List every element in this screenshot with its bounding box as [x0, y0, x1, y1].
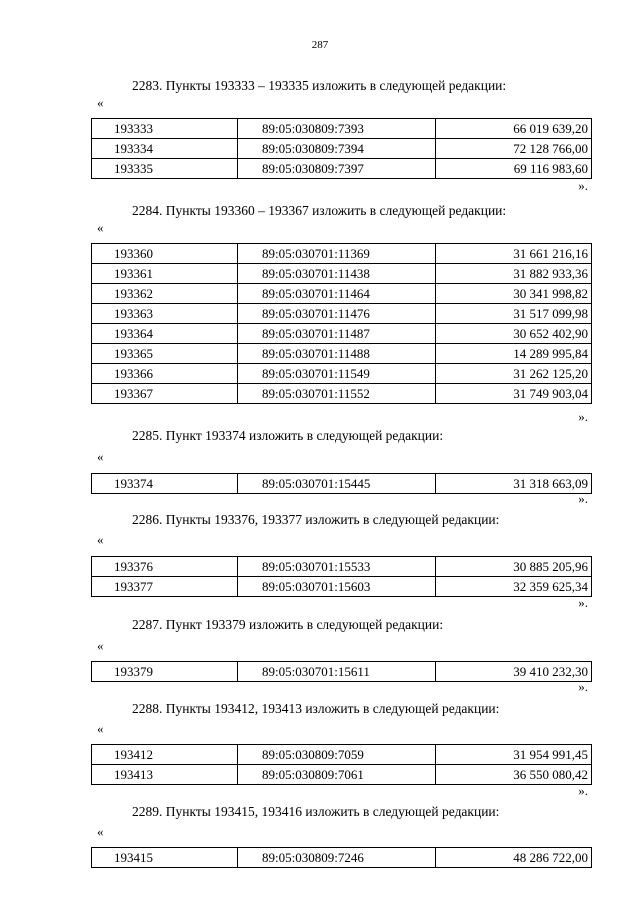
close-quote: ». — [578, 178, 588, 193]
cadastral-number-cell: 89:05:030701:11487 — [238, 324, 436, 344]
section-heading: 2284. Пункты 193360 – 193367 изложить в следующей редакции: — [132, 203, 507, 218]
value-cell: 31 262 125,20 — [436, 364, 592, 384]
table-row — [92, 384, 592, 404]
item-number-cell: 193412 — [92, 745, 238, 765]
item-number-cell: 193360 — [92, 244, 238, 264]
item-number-cell: 193361 — [92, 264, 238, 284]
value-cell: 36 550 080,42 — [436, 765, 592, 785]
close-quote: ». — [578, 409, 588, 424]
value-cell: 48 286 722,00 — [436, 848, 592, 868]
cadastral-number-cell: 89:05:030809:7397 — [238, 159, 436, 179]
amendment-table — [91, 661, 592, 682]
item-number-cell: 193365 — [92, 344, 238, 364]
table-row — [92, 244, 592, 264]
value-cell: 32 359 625,34 — [436, 577, 592, 597]
table-row — [92, 344, 592, 364]
open-quote: « — [97, 449, 104, 464]
close-quote: ». — [578, 491, 588, 506]
cadastral-number-cell: 89:05:030701:15533 — [238, 557, 436, 577]
section-heading: 2287. Пункт 193379 изложить в следующей редакции: — [132, 617, 444, 632]
value-cell: 31 318 663,09 — [436, 474, 592, 494]
table-row — [92, 119, 592, 139]
item-number-cell: 193379 — [92, 662, 238, 682]
amendment-table — [91, 473, 592, 494]
cadastral-number-cell: 89:05:030701:15445 — [238, 474, 436, 494]
section-heading: 2288. Пункты 193412, 193413 изложить в следующей редакции: — [132, 701, 500, 716]
table-row — [92, 304, 592, 324]
cadastral-number-cell: 89:05:030701:11488 — [238, 344, 436, 364]
table-row — [92, 765, 592, 785]
value-cell: 39 410 232,30 — [436, 662, 592, 682]
table-row — [92, 364, 592, 384]
cadastral-number-cell: 89:05:030809:7061 — [238, 765, 436, 785]
open-quote: « — [97, 532, 104, 547]
cadastral-number-cell: 89:05:030809:7246 — [238, 848, 436, 868]
item-number-cell: 193366 — [92, 364, 238, 384]
open-quote: « — [97, 824, 104, 839]
item-number-cell: 193377 — [92, 577, 238, 597]
amendment-table — [91, 556, 592, 597]
page-number: 287 — [311, 39, 329, 51]
table-row — [92, 557, 592, 577]
cadastral-number-cell: 89:05:030701:11476 — [238, 304, 436, 324]
close-quote: ». — [578, 595, 588, 610]
cadastral-number-cell: 89:05:030701:11549 — [238, 364, 436, 384]
value-cell: 14 289 995,84 — [436, 344, 592, 364]
value-cell: 31 749 903,04 — [436, 384, 592, 404]
value-cell: 30 885 205,96 — [436, 557, 592, 577]
value-cell: 31 517 099,98 — [436, 304, 592, 324]
item-number-cell: 193335 — [92, 159, 238, 179]
open-quote: « — [97, 638, 104, 653]
item-number-cell: 193413 — [92, 765, 238, 785]
item-number-cell: 193334 — [92, 139, 238, 159]
item-number-cell: 193364 — [92, 324, 238, 344]
open-quote: « — [97, 721, 104, 736]
item-number-cell: 193415 — [92, 848, 238, 868]
item-number-cell: 193333 — [92, 119, 238, 139]
cadastral-number-cell: 89:05:030701:15603 — [238, 577, 436, 597]
value-cell: 31 661 216,16 — [436, 244, 592, 264]
amendment-table — [91, 243, 592, 404]
table-row — [92, 264, 592, 284]
item-number-cell: 193362 — [92, 284, 238, 304]
value-cell: 69 116 983,60 — [436, 159, 592, 179]
table-row — [92, 848, 592, 868]
item-number-cell: 193374 — [92, 474, 238, 494]
cadastral-number-cell: 89:05:030701:11552 — [238, 384, 436, 404]
value-cell: 31 882 933,36 — [436, 264, 592, 284]
close-quote: ». — [578, 679, 588, 694]
amendment-table — [91, 118, 592, 179]
table-row — [92, 474, 592, 494]
table-row — [92, 577, 592, 597]
cadastral-number-cell: 89:05:030701:15611 — [238, 662, 436, 682]
table-row — [92, 159, 592, 179]
value-cell: 30 652 402,90 — [436, 324, 592, 344]
cadastral-number-cell: 89:05:030701:11438 — [238, 264, 436, 284]
close-quote: ». — [578, 783, 588, 798]
item-number-cell: 193363 — [92, 304, 238, 324]
section-heading: 2289. Пункты 193415, 193416 изложить в следующей редакции: — [132, 804, 500, 819]
table-row — [92, 284, 592, 304]
table-row — [92, 139, 592, 159]
open-quote: « — [97, 95, 104, 110]
table-row — [92, 324, 592, 344]
value-cell: 66 019 639,20 — [436, 119, 592, 139]
cadastral-number-cell: 89:05:030701:11369 — [238, 244, 436, 264]
section-heading: 2286. Пункты 193376, 193377 изложить в следующей редакции: — [132, 512, 500, 527]
cadastral-number-cell: 89:05:030809:7393 — [238, 119, 436, 139]
cadastral-number-cell: 89:05:030809:7059 — [238, 745, 436, 765]
amendment-table — [91, 744, 592, 785]
value-cell: 30 341 998,82 — [436, 284, 592, 304]
section-heading: 2285. Пункт 193374 изложить в следующей редакции: — [132, 428, 444, 443]
value-cell: 31 954 991,45 — [436, 745, 592, 765]
cadastral-number-cell: 89:05:030809:7394 — [238, 139, 436, 159]
amendment-table — [91, 847, 592, 868]
table-row — [92, 662, 592, 682]
section-heading: 2283. Пункты 193333 – 193335 изложить в следующей редакции: — [132, 78, 507, 93]
table-row — [92, 745, 592, 765]
item-number-cell: 193367 — [92, 384, 238, 404]
open-quote: « — [97, 220, 104, 235]
cadastral-number-cell: 89:05:030701:11464 — [238, 284, 436, 304]
item-number-cell: 193376 — [92, 557, 238, 577]
value-cell: 72 128 766,00 — [436, 139, 592, 159]
